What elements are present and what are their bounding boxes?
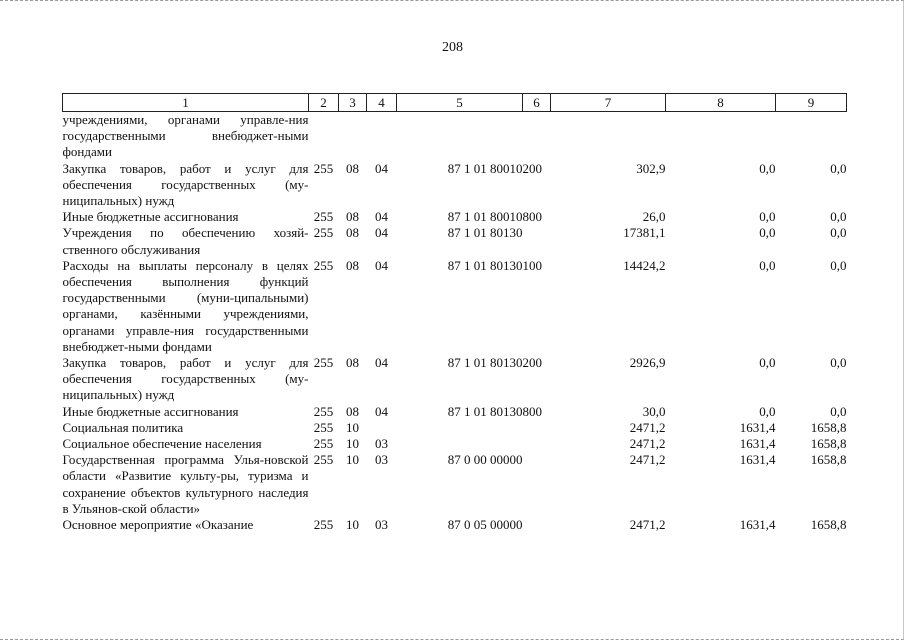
- cell-subsection: [367, 420, 397, 436]
- table-row: [63, 420, 847, 436]
- table-row: [63, 225, 847, 257]
- cell-target-code: 87 1 01 80010: [447, 209, 523, 225]
- cell-expense-type: [523, 112, 551, 161]
- row-name: Государственная программа Улья-новской области «Развитие культу-ры, туризма и сохранение объектов культурного наследия в Ульянов-ской области»: [62, 452, 309, 516]
- table-row: [63, 161, 847, 210]
- cell-target-code: 87 0 05 00000: [447, 517, 523, 533]
- cell-expense-type: [523, 452, 551, 517]
- cell-amount-8: 0,0: [759, 355, 776, 371]
- cell-amount-9: 1658,8: [810, 517, 847, 533]
- cell-amount-8: 0,0: [759, 225, 776, 241]
- cell-section: 10: [346, 436, 359, 452]
- cell-amount-9: 0,0: [830, 160, 847, 176]
- cell-section: 08: [346, 160, 359, 176]
- cell-ministry: 255: [313, 160, 334, 176]
- row-name: Основное мероприятие «Оказание: [62, 517, 254, 533]
- cell-subsection: [367, 112, 397, 161]
- cell-amount-8: 1631,4: [739, 452, 776, 468]
- cell-amount-7: 2471,2: [629, 517, 666, 533]
- cell-target-code: 87 1 01 80130: [447, 403, 523, 419]
- cell-ministry: [309, 112, 339, 161]
- cell-section: 08: [346, 257, 359, 273]
- header-cell: 8: [666, 94, 776, 112]
- row-name: Иные бюджетные ассигнования: [62, 403, 239, 419]
- cell-amount-9: [776, 112, 847, 161]
- cell-amount-7: 2926,9: [629, 355, 666, 371]
- row-name: Закупка товаров, работ и услуг для обеспечения государственных (му-ниципальных) нужд: [62, 160, 309, 209]
- cell-ministry: 255: [313, 403, 334, 419]
- table-row: [63, 258, 847, 355]
- cell-ministry: 255: [313, 209, 334, 225]
- header-cell: 9: [776, 94, 847, 112]
- header-cell: 1: [63, 94, 309, 112]
- cell-target-code: 87 0 00 00000: [447, 452, 523, 468]
- cell-expense-type: 800: [522, 403, 542, 419]
- header-cell: 5: [397, 94, 523, 112]
- cell-amount-7: 2471,2: [629, 419, 666, 435]
- cell-amount-8: 1631,4: [739, 517, 776, 533]
- row-name: Расходы на выплаты персоналу в целях обеспечения выполнения функций государственными (муни-ципальными) органами, казёнными учреждениями, органами управле-ния государственными внебюджет-ными фондами: [62, 257, 309, 354]
- cell-target-code: 87 1 01 80130: [447, 225, 523, 241]
- cell-amount-8: [666, 112, 776, 161]
- cell-amount-7: 26,0: [642, 209, 666, 225]
- cell-expense-type: 200: [522, 160, 542, 176]
- cell-ministry: 255: [313, 225, 334, 241]
- header-cell: 7: [551, 94, 666, 112]
- cell-ministry: 255: [313, 436, 334, 452]
- table-row: [63, 355, 847, 404]
- cell-subsection: 03: [375, 452, 388, 468]
- cell-subsection: 04: [375, 209, 388, 225]
- budget-table: [62, 93, 847, 533]
- cell-expense-type: 100: [522, 257, 542, 273]
- cell-amount-8: 0,0: [759, 403, 776, 419]
- table-row: [63, 404, 847, 420]
- cell-target-code: 87 1 01 80130: [447, 355, 523, 371]
- header-cell: 2: [309, 94, 339, 112]
- cell-section: 10: [346, 452, 359, 468]
- cell-section: 08: [346, 209, 359, 225]
- row-name: Социальное обеспечение населения: [62, 436, 262, 452]
- cell-expense-type: [523, 225, 551, 257]
- cell-subsection: 04: [375, 160, 388, 176]
- table-row: [63, 436, 847, 452]
- cell-section: 08: [346, 403, 359, 419]
- cell-amount-9: 1658,8: [810, 436, 847, 452]
- cell-amount-8: 1631,4: [739, 436, 776, 452]
- cell-amount-9: 0,0: [830, 403, 847, 419]
- cell-target-code: 87 1 01 80130: [447, 257, 523, 273]
- cell-expense-type: 200: [522, 355, 542, 371]
- cell-ministry: 255: [313, 355, 334, 371]
- row-name: Учреждения по обеспечению хозяй-ственного обслуживания: [62, 225, 309, 257]
- cell-target-code: [397, 420, 523, 436]
- table-row: [63, 209, 847, 225]
- cell-subsection: 04: [375, 403, 388, 419]
- header-row: [63, 94, 847, 112]
- cell-amount-7: 302,9: [636, 160, 666, 176]
- table-row: [63, 112, 847, 161]
- cell-ministry: 255: [313, 257, 334, 273]
- cell-amount-8: 0,0: [759, 257, 776, 273]
- row-name: учреждениями, органами управле-ния государственными внебюджет-ными фондами: [62, 112, 309, 160]
- cell-subsection: 03: [375, 517, 388, 533]
- header-cell: 6: [523, 94, 551, 112]
- cell-expense-type: [523, 420, 551, 436]
- cell-amount-9: 0,0: [830, 225, 847, 241]
- cell-section: 08: [346, 355, 359, 371]
- cell-amount-9: 1658,8: [810, 419, 847, 435]
- cell-amount-7: 2471,2: [629, 452, 666, 468]
- table-row: [63, 452, 847, 517]
- cell-section: [339, 112, 367, 161]
- cell-amount-8: 0,0: [759, 209, 776, 225]
- cell-section: 08: [346, 225, 359, 241]
- cell-amount-7: 30,0: [642, 403, 666, 419]
- cell-amount-9: 0,0: [830, 209, 847, 225]
- cell-ministry: 255: [313, 517, 334, 533]
- row-name: Социальная политика: [62, 419, 184, 435]
- row-name: Иные бюджетные ассигнования: [62, 209, 239, 225]
- cell-amount-7: [551, 112, 666, 161]
- cell-amount-7: 14424,2: [623, 257, 666, 273]
- header-cell: 4: [367, 94, 397, 112]
- cell-amount-9: 1658,8: [810, 452, 847, 468]
- cell-section: 10: [346, 517, 359, 533]
- cell-section: 10: [346, 419, 359, 435]
- cell-subsection: 04: [375, 257, 388, 273]
- cell-target-code: 87 1 01 80010: [447, 160, 523, 176]
- cell-amount-8: 0,0: [759, 160, 776, 176]
- cell-amount-9: 0,0: [830, 257, 847, 273]
- cell-amount-7: 17381,1: [623, 225, 666, 241]
- table-row: [63, 517, 847, 533]
- cell-expense-type: [523, 517, 551, 533]
- cell-target-code: [397, 436, 523, 452]
- header-cell: 3: [339, 94, 367, 112]
- cell-subsection: 03: [375, 436, 388, 452]
- cell-amount-7: 2471,2: [629, 436, 666, 452]
- cell-ministry: 255: [313, 419, 334, 435]
- row-name: Закупка товаров, работ и услуг для обеспечения государственных (му-ниципальных) нужд: [62, 355, 309, 403]
- cell-subsection: 04: [375, 355, 388, 371]
- cell-expense-type: [523, 436, 551, 452]
- cell-amount-9: 0,0: [830, 355, 847, 371]
- page-number: 208: [442, 40, 463, 55]
- cell-target-code: [397, 112, 523, 161]
- cell-amount-8: 1631,4: [739, 419, 776, 435]
- cell-expense-type: 800: [522, 209, 542, 225]
- cell-subsection: 04: [375, 225, 388, 241]
- cell-ministry: 255: [313, 452, 334, 468]
